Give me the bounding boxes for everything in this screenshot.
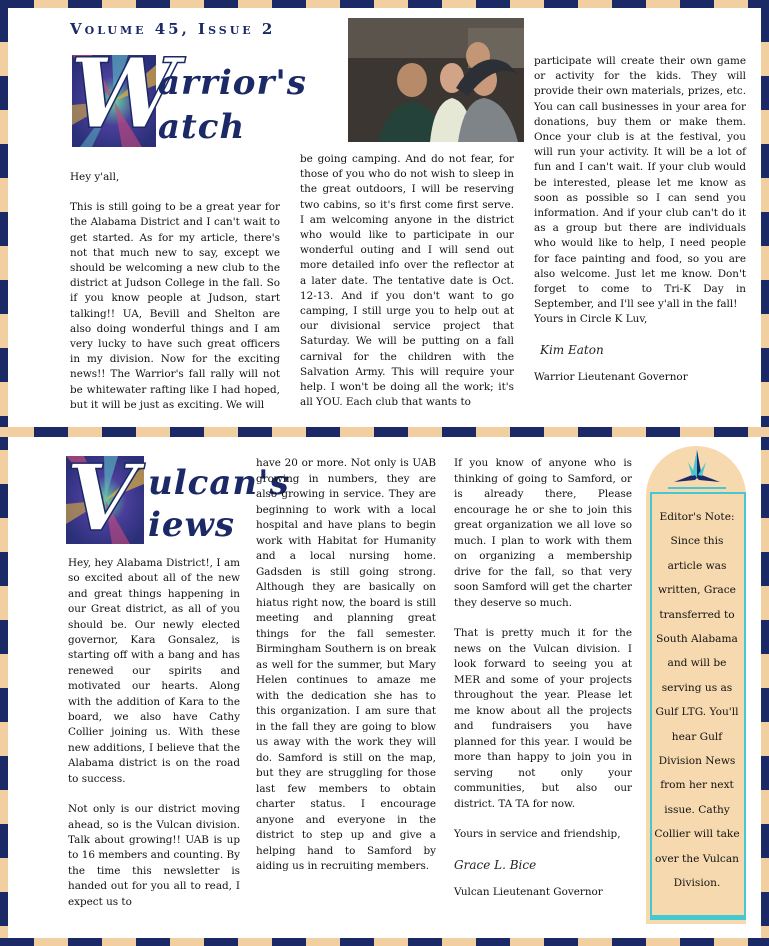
volume-issue-heading: Volume 45, Issue 2 — [70, 20, 276, 38]
warrior-signer-title: Warrior Lieutenant Governor — [534, 370, 688, 383]
warrior-title-line1: arrior's — [158, 63, 307, 103]
vulcan-column-1 — [68, 556, 240, 925]
vulcan-paragraph: Hey, hey Alabama District!, I am so excited about all of the new and great things happening in our Great district, as all of you should be. Our newly elected governor, Kara Gonsalez, is starting off with a bang and has renewed our spirits and motivated our hearts. Along with the addition of Kara to the board, we also have Cathy Collier joining us. With these new additions, I believe that the Alabama district is on the road to success. — [68, 557, 240, 785]
warrior-paragraph: be going camping. And do not fear, for those of you who do not wish to sleep in the great outdoors, I will be reserving two cabins, so it's first come first serve. I am welcoming anyone in the district who would like to participate in our wonderful outing and I will send out more detailed info over the reflector at a later date. The tentative date is Oct. 12-13. And if you don't want to go camping, I still urge you to help out at our divisional service project that Saturday. We will be putting on a fall carnival for the children with the Salvation Army. This will require your help. I won't be doing all the work; it's all YOU. Each club that wants to — [300, 153, 514, 409]
vulcan-paragraph: If you know of anyone who is thinking of going to Samford, or is already there, Please encourage he or she to join this great organization we all love so much. I plan to work with them on organizing a membership drive for the fall, so that very soon Samford will get the charter they deserve so much. — [454, 457, 632, 609]
top-border — [0, 0, 769, 8]
vulcan-title-line1: ulcan's — [148, 463, 290, 503]
compass-star-icon — [668, 448, 726, 490]
vulcan-signer-title: Vulcan Lieutenant Governor — [454, 886, 603, 898]
warrior-closing: Yours in Circle K Luv, — [534, 313, 648, 326]
vulcan-signature: Grace L. Bice — [454, 857, 537, 872]
warrior-greeting: Hey y'all, — [70, 171, 120, 183]
vulcan-paragraph: have 20 or more. Not only is UAB growing in numbers, they are also growing in service. They are beginning to work with a local hospital and have plans to begin work with Habitat for Humanity and a local nursing home. Gadsden is still going strong. Although they are basically on hiatus right now, the board is still meeting and planning great things for the fall semester. Birmingham Southern is on break as well for the summer, but Mary Helen continues to amaze me with the dedication she has to this organization. I am sure that in the fall they are going to blow us away with the work they will do. Samford is still on the map, but they are struggling for those last few members to obtain charter status. I encourage anyone and everyone in the district to step up and give a helping hand to Samford by aiding us in recruiting members. — [256, 457, 436, 872]
editor-note-text: Editor's Note: Since this article was written, Grace transferred to South Alabama and will be serving us as Gulf LTG. You'll hear Gulf Division News from her next issue. Cathy Collier will take over the Vulcan Division. — [654, 511, 740, 890]
warrior-title-line2: atch — [158, 107, 246, 147]
vulcan-paragraph: That is pretty much it for the news on the Vulcan division. I look forward to seeing you at MER and some of your projects throughout the year. Please let me know about all the projects and fundraisers you have planned for this year. I would be more than happy to join you in serving not only your communities, but also our district. TA TA for now. — [454, 627, 632, 810]
warrior-column-1 — [70, 170, 280, 428]
warrior-paragraph: participate will create their own game or activity for the kids. They will provide their own materials, prizes, etc. You can call businesses in your area for donations, buy them or make them. Once your club is at the festival, you will run your activity. It will be a lot of fun and I can't wait. If your club would be interested, please let me know as soon as possible so I can send you information. And if your club can't do it as a group but there are individuals who would like to help, I need people for face painting and food, so you are also welcome. Just let me know. Don't forget to come to Tri-K Day in September, and I'll see y'all in the fall! — [534, 55, 746, 311]
vulcan-paragraph: Not only is our district moving ahead, so is the Vulcan division. Talk about growing!! UAB is up to 16 members and counting. By the time this newsletter is handed out for you all to read, I expect us to — [68, 803, 240, 908]
right-border — [761, 8, 769, 938]
vulcan-closing: Yours in service and friendship, — [454, 828, 621, 840]
editor-note-bar — [650, 915, 746, 920]
vulcan-column-2 — [256, 456, 436, 890]
warrior-signature: Kim Eaton — [540, 342, 604, 357]
warrior-big-letter: W — [70, 37, 178, 150]
group-photo — [348, 18, 524, 142]
vulcan-column-3 — [454, 456, 632, 916]
warrior-column-3 — [534, 54, 746, 400]
warrior-column-2 — [300, 152, 514, 425]
vulcan-title-line2: iews — [148, 505, 235, 545]
warrior-paragraph: This is still going to be a great year for the Alabama District and I can't wait to get started. As for my article, there's not that much new to say, except we should be welcoming a new club to the district at Judson College in the fall. So if you know people at Judson, start talking!! UA, Bevill and Shelton are also doing wonderful things and I am very lucky to have such great officers in my division. Now for the exciting news!! The Warrior's fall rally will not be whitewater rafting like I had hoped, but it will be just as exciting. We will — [70, 201, 280, 411]
vulcan-big-letter: V — [66, 444, 138, 552]
section-divider — [0, 427, 769, 437]
left-border — [0, 8, 8, 938]
bottom-border — [0, 938, 769, 946]
